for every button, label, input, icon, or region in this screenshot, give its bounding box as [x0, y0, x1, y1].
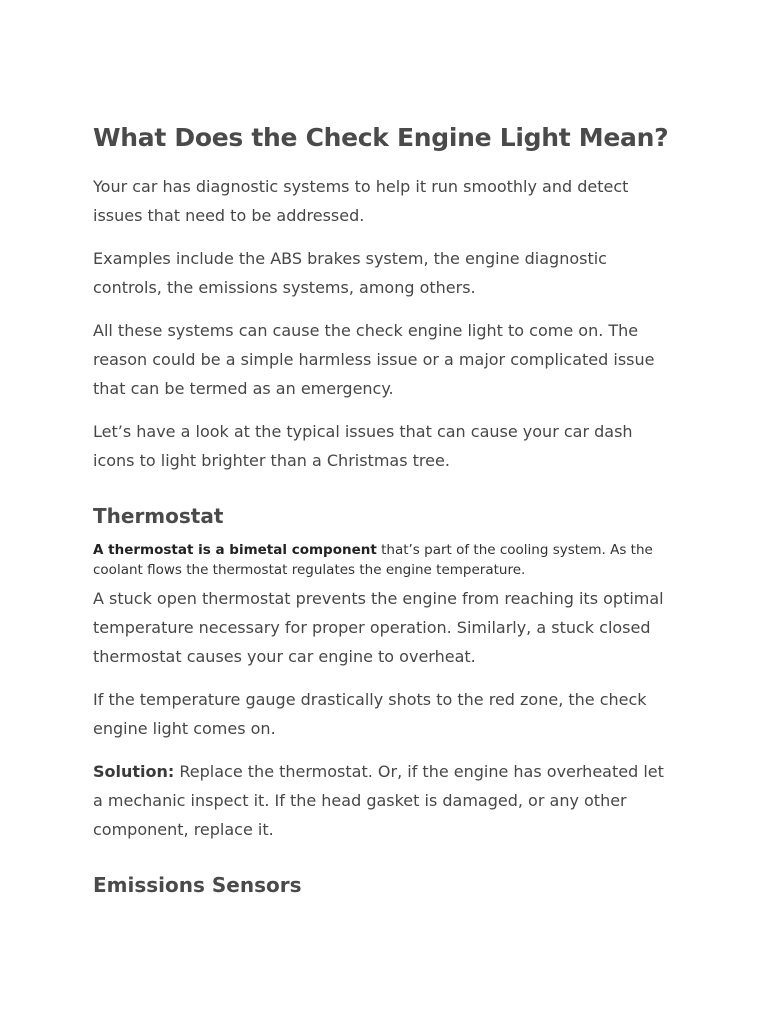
thermostat-definition-rest: that’s part of the cooling system. As the coolant flows the thermostat regulates the engine temperature. [93, 542, 653, 578]
intro-paragraph: Examples include the ABS brakes system, the engine diagnostic controls, the emissions systems, among others. [93, 249, 607, 297]
solution-text: Replace the thermostat. Or, if the engine has overheated let a mechanic inspect it. If the head gasket is damaged, or any other component, replace it. [93, 762, 664, 839]
thermostat-paragraph: If the temperature gauge drastically shots to the red zone, the check engine light comes on. [93, 690, 647, 738]
page-title: What Does the Check Engine Light Mean? [93, 123, 669, 152]
solution-label: Solution: [93, 762, 175, 781]
thermostat-definition-bold: A thermostat is a bimetal component [93, 542, 377, 558]
section-heading-emissions: Emissions Sensors [93, 873, 302, 897]
thermostat-paragraph: A stuck open thermostat prevents the engine from reaching its optimal temperature necessary for proper operation. Similarly, a stuck closed thermostat causes your car engine to overheat. [93, 589, 664, 666]
article [93, 121, 678, 909]
intro-paragraph: Your car has diagnostic systems to help it run smoothly and detect issues that need to be addressed. [93, 177, 629, 225]
thermostat-solution [93, 757, 678, 844]
intro-paragraph: Let’s have a look at the typical issues that can cause your car dash icons to light brighter than a Christmas tree. [93, 422, 633, 470]
intro-paragraph: All these systems can cause the check engine light to come on. The reason could be a simple harmless issue or a major complicated issue that can be termed as an emergency. [93, 321, 655, 398]
section-heading-thermostat: Thermostat [93, 504, 224, 528]
thermostat-definition [93, 540, 678, 580]
